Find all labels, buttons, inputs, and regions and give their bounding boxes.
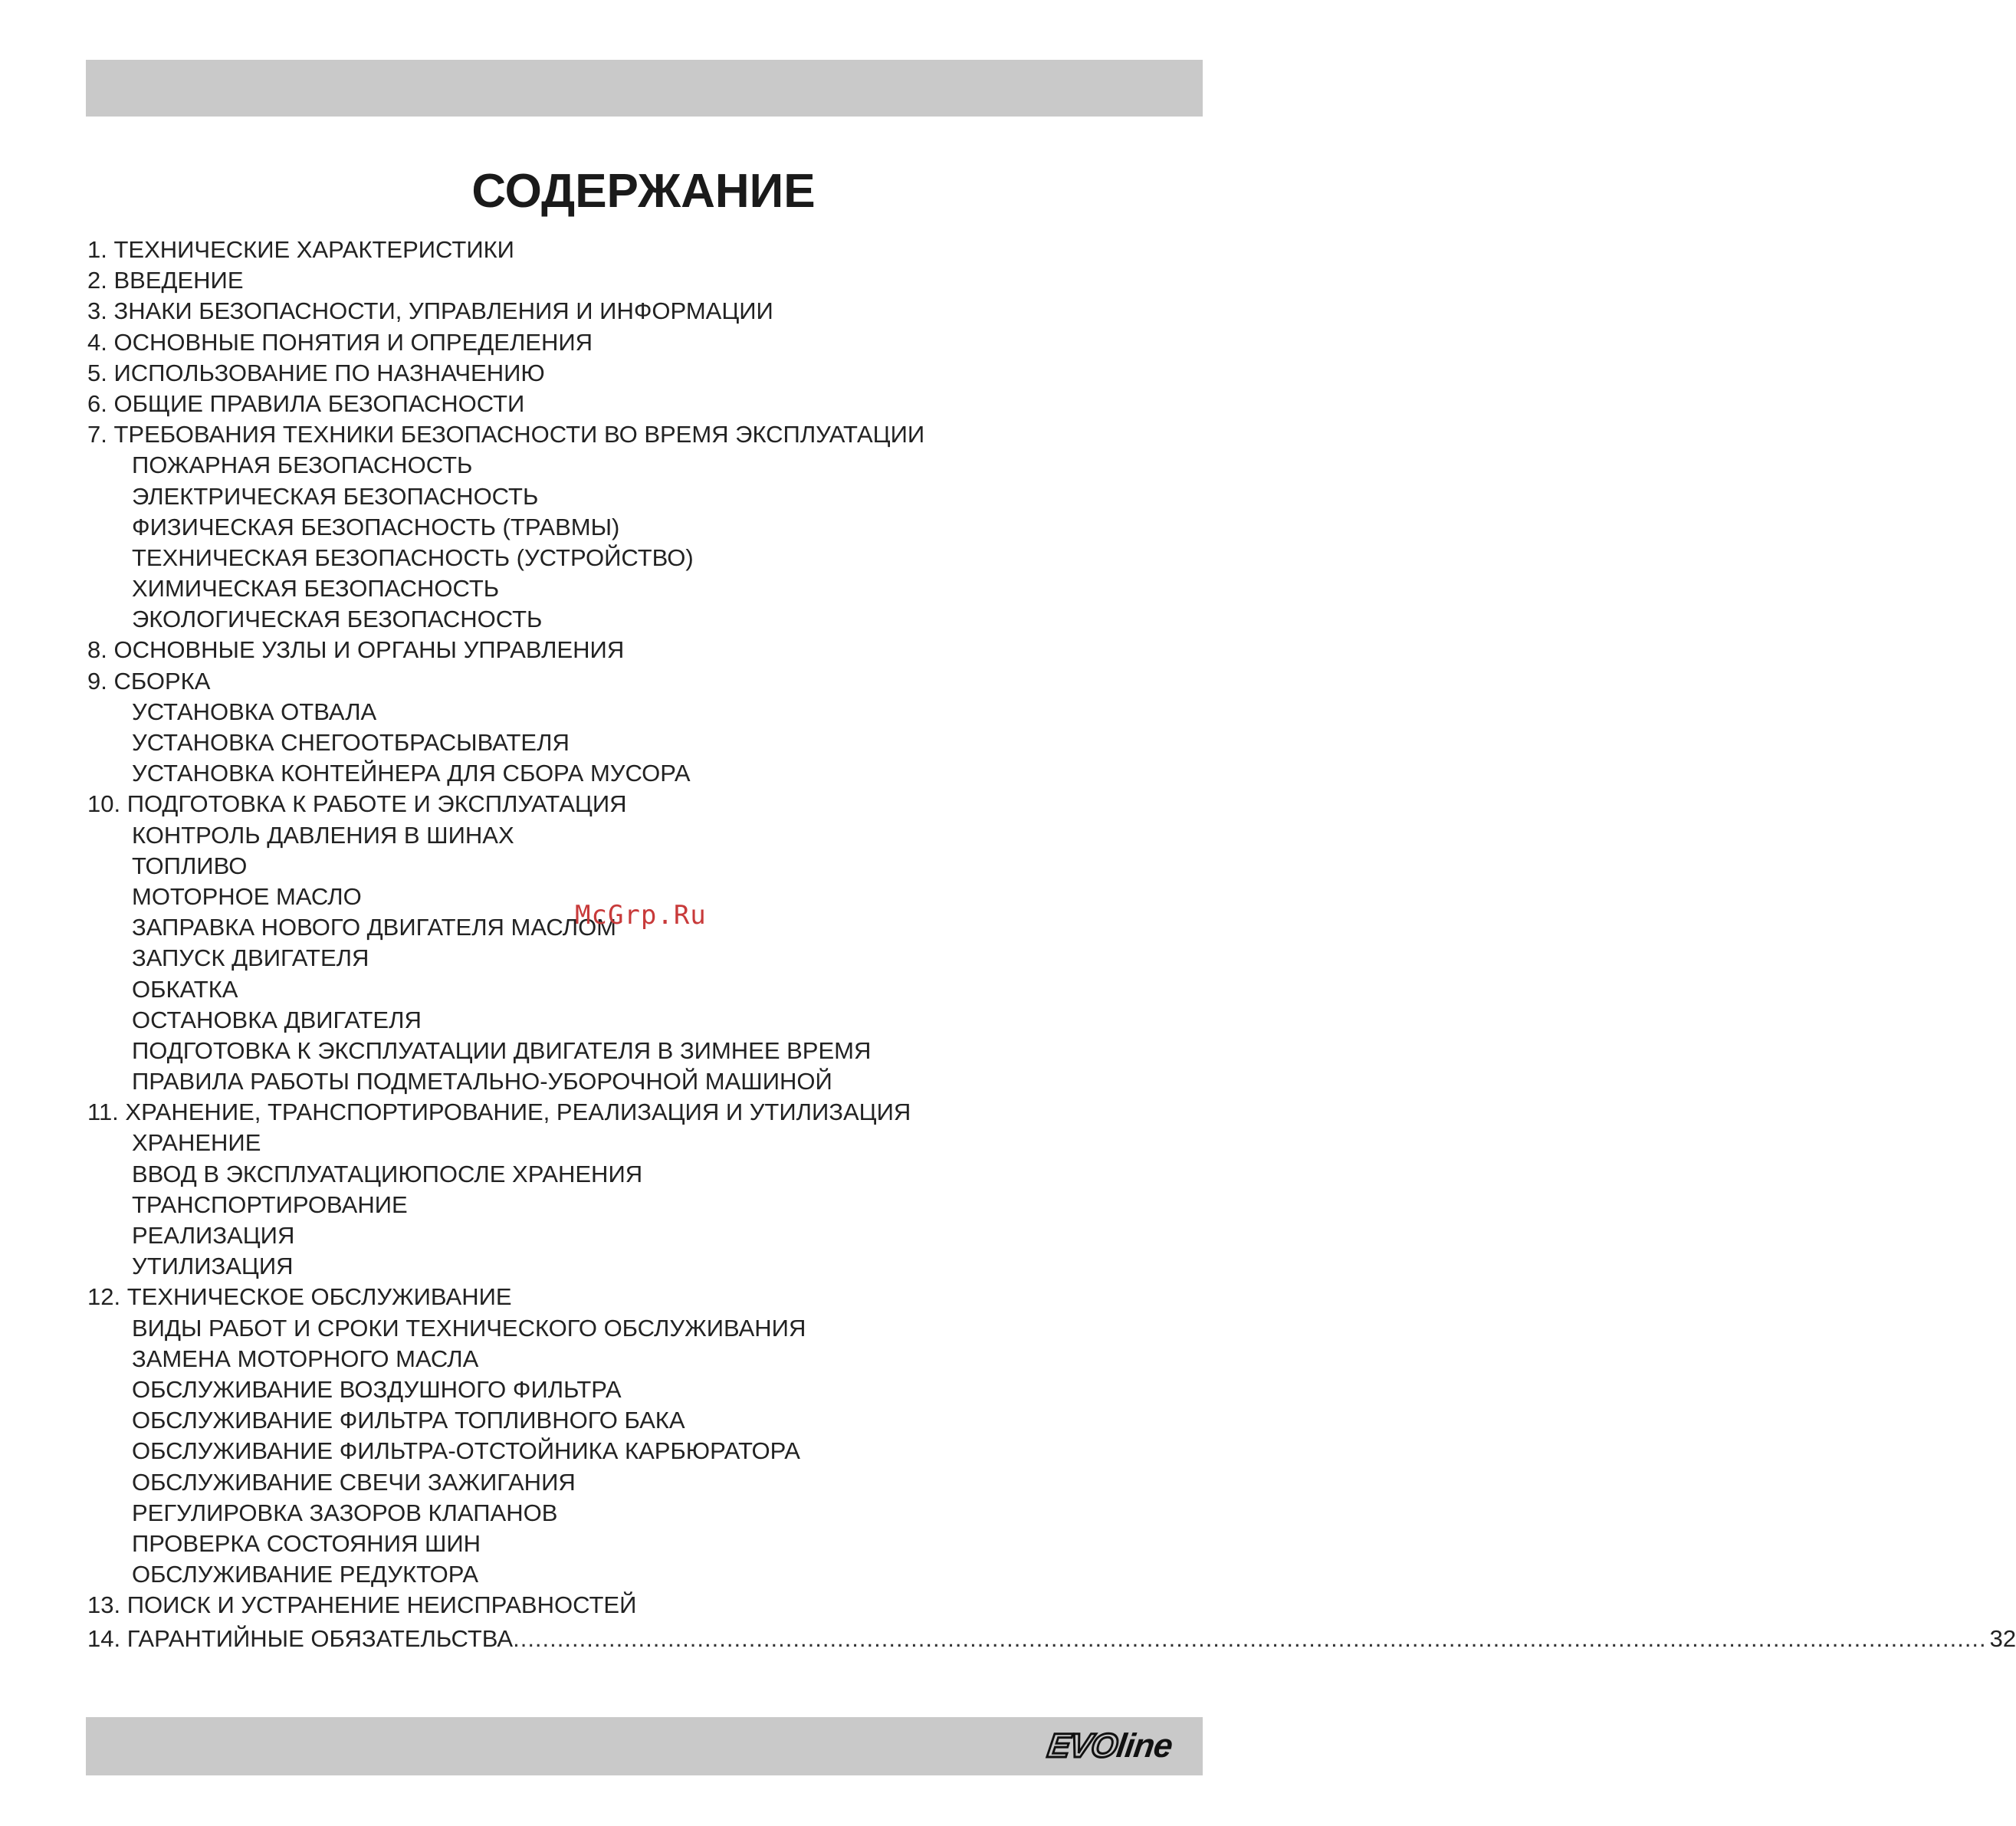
toc-subsection: ТРАНСПОРТИРОВАНИЕ	[132, 1191, 408, 1218]
toc-subsection: ХИМИЧЕСКАЯ БЕЗОПАСНОСТЬ	[132, 575, 500, 603]
watermark: McGrp.Ru	[575, 900, 707, 931]
toc-subsection: ЭЛЕКТРИЧЕСКАЯ БЕЗОПАСНОСТЬ	[132, 482, 539, 510]
toc-subsection: ВВОД В ЭКСПЛУАТАЦИЮПОСЛЕ ХРАНЕНИЯ	[132, 1160, 643, 1187]
toc-section: 11. ХРАНЕНИЕ, ТРАНСПОРТИРОВАНИЕ, РЕАЛИЗАЦИЯ И УТИЛИЗАЦИЯ	[87, 1099, 911, 1126]
toc-subsection: ОСТАНОВКА ДВИГАТЕЛЯ	[132, 1006, 422, 1033]
toc-subsection: ОБСЛУЖИВАНИЕ ФИЛЬТРА ТОПЛИВНОГО БАКА	[132, 1407, 685, 1434]
toc-section-warranty	[87, 1624, 2016, 1654]
toc-subsection: КОНТРОЛЬ ДАВЛЕНИЯ В ШИНАХ	[132, 821, 514, 849]
header-bar	[86, 60, 1203, 117]
toc-subsection: ПРАВИЛА РАБОТЫ ПОДМЕТАЛЬНО-УБОРОЧНОЙ МАШИНОЙ	[132, 1068, 832, 1095]
toc-subsection: УСТАНОВКА ОТВАЛА	[132, 698, 377, 725]
toc-subsection: ТОПЛИВО	[132, 852, 248, 879]
toc-section: 4. ОСНОВНЫЕ ПОНЯТИЯ И ОПРЕДЕЛЕНИЯ	[87, 328, 593, 356]
page-title: СОДЕРЖАНИЕ	[471, 165, 816, 218]
toc-subsection: ПРОВЕРКА СОСТОЯНИЯ ШИН	[132, 1529, 481, 1557]
toc-subsection: ОБСЛУЖИВАНИЕ РЕДУКТОРА	[132, 1561, 479, 1588]
toc-section: 7. ТРЕБОВАНИЯ ТЕХНИКИ БЕЗОПАСНОСТИ ВО ВРЕМЯ ЭКСПЛУАТАЦИИ	[87, 421, 925, 448]
toc-subsection: МОТОРНОЕ МАСЛО	[132, 882, 362, 910]
toc-subsection: ФИЗИЧЕСКАЯ БЕЗОПАСНОСТЬ (ТРАВМЫ)	[132, 513, 620, 540]
toc-subsection: ОБСЛУЖИВАНИЕ СВЕЧИ ЗАЖИГАНИЯ	[132, 1468, 576, 1496]
toc-section: 2. ВВЕДЕНИЕ	[87, 267, 244, 294]
toc-section: 12. ТЕХНИЧЕСКОЕ ОБСЛУЖИВАНИЕ	[87, 1283, 512, 1311]
evoline-logo	[1046, 1729, 1174, 1763]
toc-subsection: ТЕХНИЧЕСКАЯ БЕЗОПАСНОСТЬ (УСТРОЙСТВО)	[132, 544, 694, 571]
toc-section: 9. СБОРКА	[87, 667, 211, 695]
toc-subsection: ОБСЛУЖИВАНИЕ ФИЛЬТРА-ОТСТОЙНИКА КАРБЮРАТОРА	[132, 1437, 800, 1465]
toc-subsection: ОБКАТКА	[132, 975, 238, 1003]
toc-section: 5. ИСПОЛЬЗОВАНИЕ ПО НАЗНАЧЕНИЮ	[87, 359, 545, 386]
toc-subsection: УТИЛИЗАЦИЯ	[132, 1253, 294, 1280]
toc-subsection: ПОЖАРНАЯ БЕЗОПАСНОСТЬ	[132, 452, 473, 479]
toc-subsection: РЕАЛИЗАЦИЯ	[132, 1222, 295, 1249]
toc-subsection: ЗАМЕНА МОТОРНОГО МАСЛА	[132, 1345, 479, 1372]
toc-section: 6. ОБЩИЕ ПРАВИЛА БЕЗОПАСНОСТИ	[87, 389, 525, 417]
toc-subsection: ЗАПРАВКА НОВОГО ДВИГАТЕЛЯ МАСЛОМ	[132, 914, 617, 941]
toc-section: 10. ПОДГОТОВКА К РАБОТЕ И ЭКСПЛУАТАЦИЯ	[87, 790, 627, 818]
table-of-contents	[87, 235, 2016, 1655]
toc-subsection: ЗАПУСК ДВИГАТЕЛЯ	[132, 944, 369, 972]
toc-section: 3. ЗНАКИ БЕЗОПАСНОСТИ, УПРАВЛЕНИЯ И ИНФОРМАЦИИ	[87, 297, 773, 325]
logo-part-evo: EVO	[1045, 1727, 1120, 1765]
toc-section: 1. ТЕХНИЧЕСКИЕ ХАРАКТЕРИСТИКИ	[87, 236, 514, 263]
toc-subsection: УСТАНОВКА КОНТЕЙНЕРА ДЛЯ СБОРА МУСОРА	[132, 760, 691, 787]
toc-subsection: ХРАНЕНИЕ	[132, 1129, 261, 1157]
page-number: 32	[1989, 1625, 2016, 1653]
dot-leader: ........................................................................................................................................................................................................	[513, 1625, 1987, 1653]
toc-subsection: УСТАНОВКА СНЕГООТБРАСЫВАТЕЛЯ	[132, 729, 570, 756]
toc-subsection: ЭКОЛОГИЧЕСКАЯ БЕЗОПАСНОСТЬ	[132, 606, 543, 633]
footer-bar	[86, 1717, 1203, 1775]
toc-subsection: РЕГУЛИРОВКА ЗАЗОРОВ КЛАПАНОВ	[132, 1499, 558, 1526]
logo-part-line: line	[1114, 1727, 1175, 1765]
toc-subsection: ОБСЛУЖИВАНИЕ ВОЗДУШНОГО ФИЛЬТРА	[132, 1375, 622, 1403]
toc-subsection: ПОДГОТОВКА К ЭКСПЛУАТАЦИИ ДВИГАТЕЛЯ В ЗИМНЕЕ ВРЕМЯ	[132, 1036, 872, 1064]
toc-entry-label: 14. ГАРАНТИЙНЫЕ ОБЯЗАТЕЛЬСТВА	[87, 1625, 514, 1653]
toc-subsection: ВИДЫ РАБОТ И СРОКИ ТЕХНИЧЕСКОГО ОБСЛУЖИВАНИЯ	[132, 1314, 806, 1342]
toc-section: 8. ОСНОВНЫЕ УЗЛЫ И ОРГАНЫ УПРАВЛЕНИЯ	[87, 636, 625, 664]
toc-section: 13. ПОИСК И УСТРАНЕНИЕ НЕИСПРАВНОСТЕЙ	[87, 1591, 637, 1619]
